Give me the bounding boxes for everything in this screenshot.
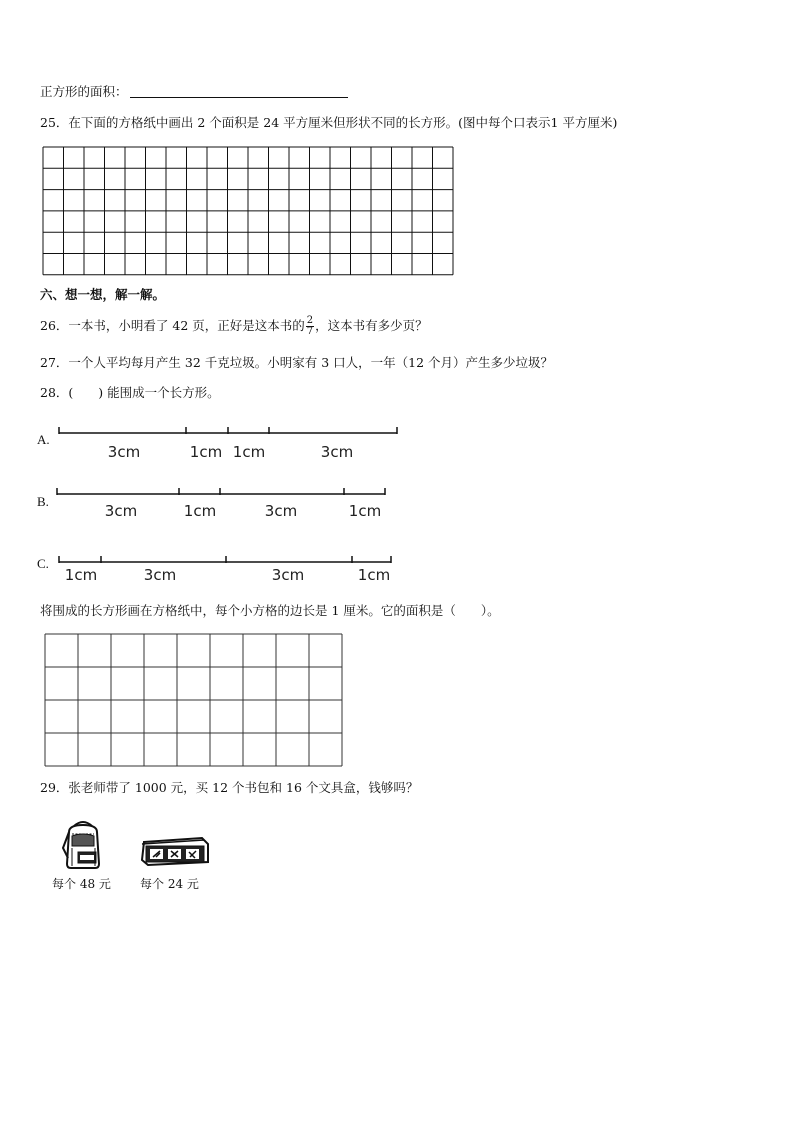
fraction-two-sevenths (306, 316, 314, 337)
option-b-segment-4-label: 1cm (348, 502, 382, 520)
option-b-segments[interactable] (54, 485, 390, 525)
option-a-letter[interactable]: A. (37, 432, 50, 447)
grid-paper-q28[interactable] (44, 633, 344, 767)
option-a-segment-4-label: 3cm (320, 443, 354, 461)
square-area-answer-blank[interactable] (130, 85, 348, 98)
option-c-segment-1-label: 1cm (64, 566, 98, 584)
option-c-segment-2-label: 3cm (143, 566, 177, 584)
option-a-segment-3-label: 1cm (232, 443, 266, 461)
section-6-heading: 六、想一想，解一解。 (40, 287, 166, 302)
question-28-followup: 将围成的长方形画在方格纸中，每个小方格的边长是 1 厘米。它的面积是（ ）。 (40, 603, 500, 618)
square-area-label: 正方形的面积： (40, 84, 128, 99)
option-c-letter[interactable]: C. (37, 556, 49, 571)
option-b-letter[interactable]: B. (37, 494, 49, 509)
pencil-case-price: 每个 24 元 (140, 877, 199, 891)
question-26-text-after: ，这本书有多少页？ (315, 318, 428, 333)
option-b-segment-1-label: 3cm (104, 502, 138, 520)
question-29: 29．张老师带了 1000 元，买 12 个书包和 16 个文具盒，钱够吗？ (40, 780, 419, 795)
option-a-segment-2-label: 1cm (189, 443, 223, 461)
option-b-segment-2-label: 1cm (183, 502, 217, 520)
grid-paper-q25[interactable] (42, 146, 456, 278)
option-c-segment-4-label: 1cm (357, 566, 391, 584)
question-26-text-before: 26．一本书，小明看了 42 页，正好是这本书的 (40, 318, 305, 333)
option-c-segments[interactable] (56, 553, 396, 587)
question-28: 28．( ) 能围成一个长方形。 (40, 385, 220, 400)
fraction-numerator: 2 (306, 315, 314, 326)
option-b-segment-3-label: 3cm (264, 502, 298, 520)
option-c-segment-3-label: 3cm (271, 566, 305, 584)
option-a-segments[interactable] (56, 424, 402, 464)
fraction-denominator: 7 (306, 326, 314, 337)
question-27: 27．一个人平均每月产生 32 千克垃圾。小明家有 3 口人，一年（12 个月）产生多少垃圾？ (40, 355, 554, 370)
pencil-case-icon (140, 834, 210, 868)
question-26 (40, 316, 428, 337)
backpack-icon (60, 818, 106, 870)
square-area-line (40, 84, 348, 100)
question-25: 25．在下面的方格纸中画出 2 个面积是 24 平方厘米但形状不同的长方形。(图中每个口表示1 平方厘米) (40, 115, 618, 130)
option-a-segment-1-label: 3cm (107, 443, 141, 461)
backpack-price: 每个 48 元 (52, 877, 111, 891)
